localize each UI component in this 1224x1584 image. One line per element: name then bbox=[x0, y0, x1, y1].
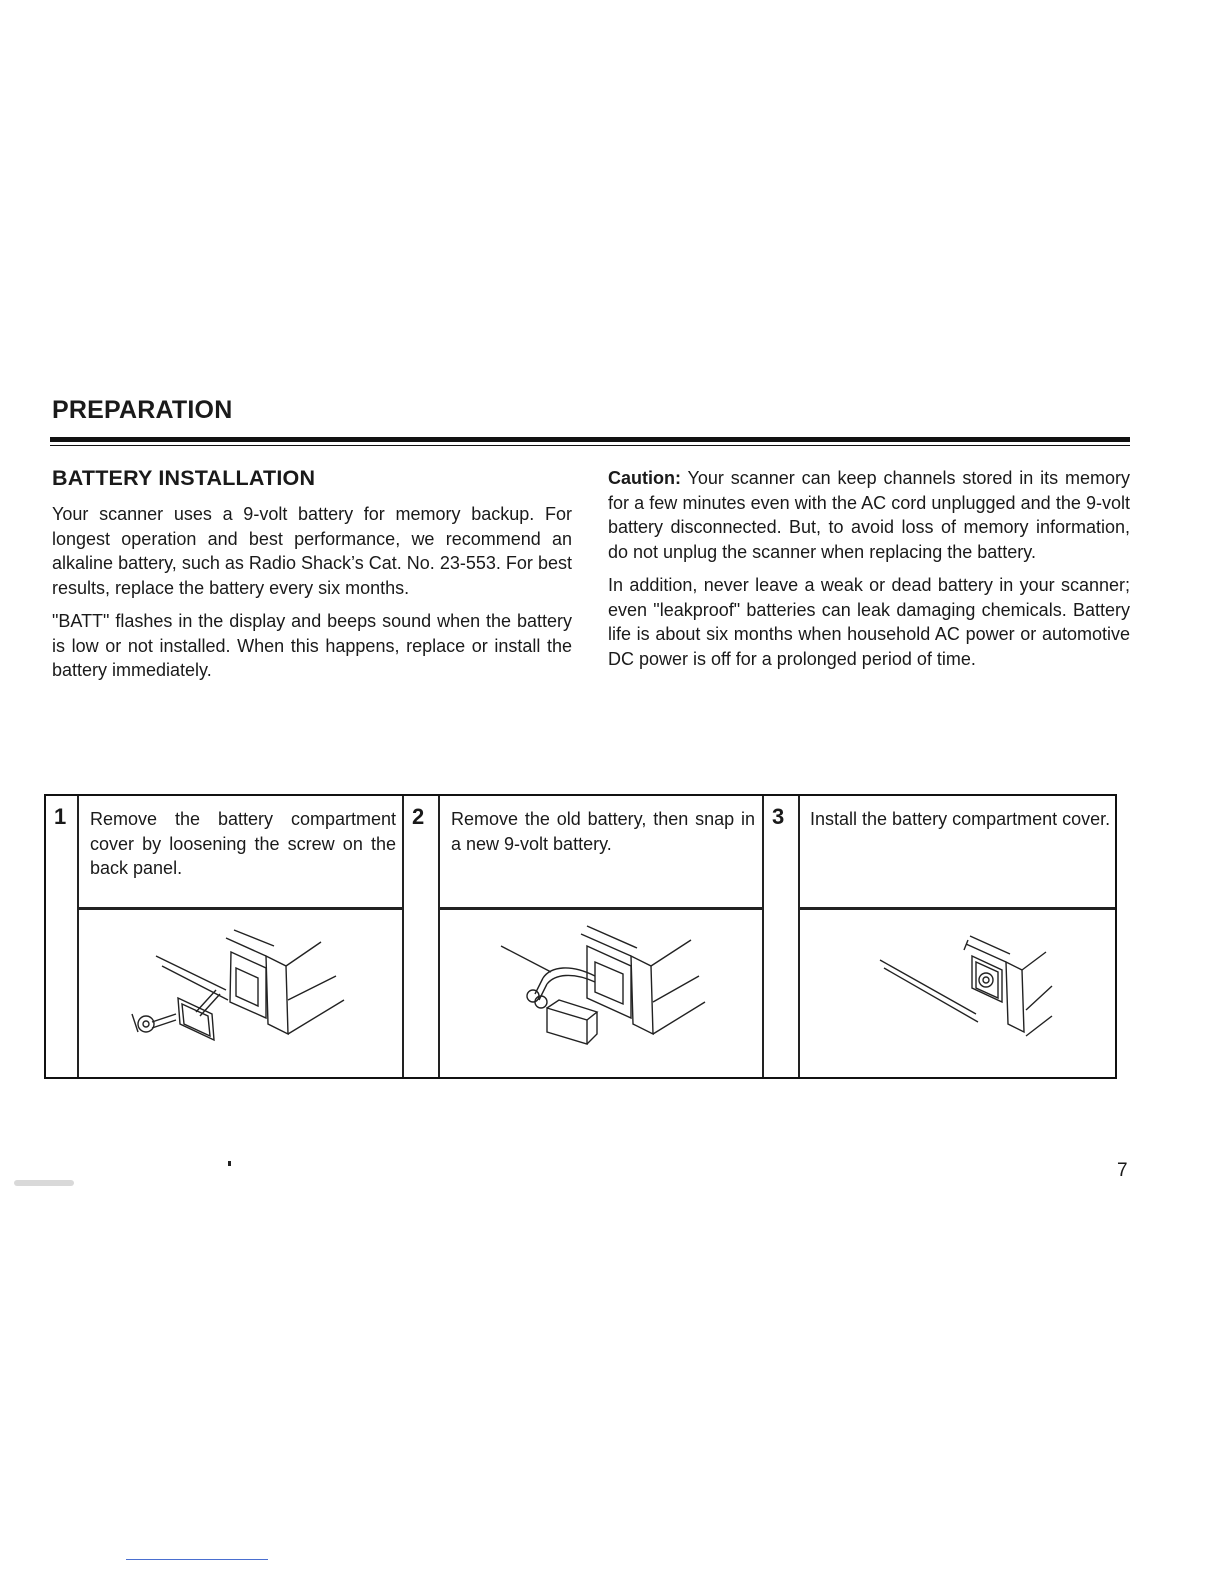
grid-line bbox=[798, 796, 800, 1077]
scan-smudge bbox=[14, 1180, 74, 1186]
caution-text: Your scanner can keep channels stored in its memory for a few minutes even with the AC cord unplugged and the 9-volt battery disconnected. But, to avoid loss of memory information, do not unplug the scanner when replacing the battery. bbox=[608, 468, 1130, 562]
grid-line bbox=[798, 907, 1115, 910]
right-column bbox=[608, 466, 1130, 680]
header-rule-thick bbox=[50, 437, 1130, 442]
battery-paragraph-2: "BATT" flashes in the display and beeps sound when the battery is low or not installed. When this happens, replace or install the battery immediately. bbox=[52, 611, 572, 680]
section-title: PREPARATION bbox=[52, 396, 233, 424]
caution-label: Caution: bbox=[608, 468, 681, 488]
scan-artifact-line bbox=[126, 1559, 268, 1560]
header-rule-thin bbox=[50, 445, 1130, 446]
step-2-number: 2 bbox=[412, 804, 425, 829]
step-1-text: Remove the battery compartment cover by loosening the screw on the back panel. bbox=[90, 809, 396, 878]
stray-mark bbox=[228, 1161, 231, 1166]
step-1-number: 1 bbox=[54, 804, 67, 829]
steps-table bbox=[44, 794, 1117, 1079]
step-3-text: Install the battery compartment cover. bbox=[810, 809, 1111, 829]
step-3-illustration bbox=[866, 916, 1066, 1056]
step-3-number: 3 bbox=[772, 804, 785, 829]
grid-line bbox=[402, 796, 404, 1077]
grid-line bbox=[438, 907, 762, 910]
caution-paragraph bbox=[608, 466, 1130, 564]
step-1-illustration bbox=[116, 916, 356, 1056]
grid-line bbox=[762, 796, 764, 1077]
left-column bbox=[52, 466, 572, 692]
grid-line bbox=[438, 796, 440, 1077]
grid-line bbox=[77, 907, 402, 910]
grid-line bbox=[77, 796, 79, 1077]
page-number: 7 bbox=[1117, 1160, 1128, 1181]
battery-installation-title: BATTERY INSTALLATION bbox=[52, 466, 316, 490]
caution-paragraph-2: In addition, never leave a weak or dead battery in your scanner; even "leakproof" batteries can leak damaging chemicals. Battery life is about six months when household AC power or automotive DC power is off for a prolonged period of time. bbox=[608, 575, 1130, 669]
step-2-text: Remove the old battery, then snap in a new 9-volt battery. bbox=[451, 809, 755, 854]
step-2-illustration bbox=[491, 916, 731, 1056]
battery-paragraph-1: Your scanner uses a 9-volt battery for memory backup. For longest operation and best performance, we recommend an alkaline battery, such as Radio Shack’s Cat. No. 23-553. For best results, replace the battery every six months. bbox=[52, 504, 572, 598]
